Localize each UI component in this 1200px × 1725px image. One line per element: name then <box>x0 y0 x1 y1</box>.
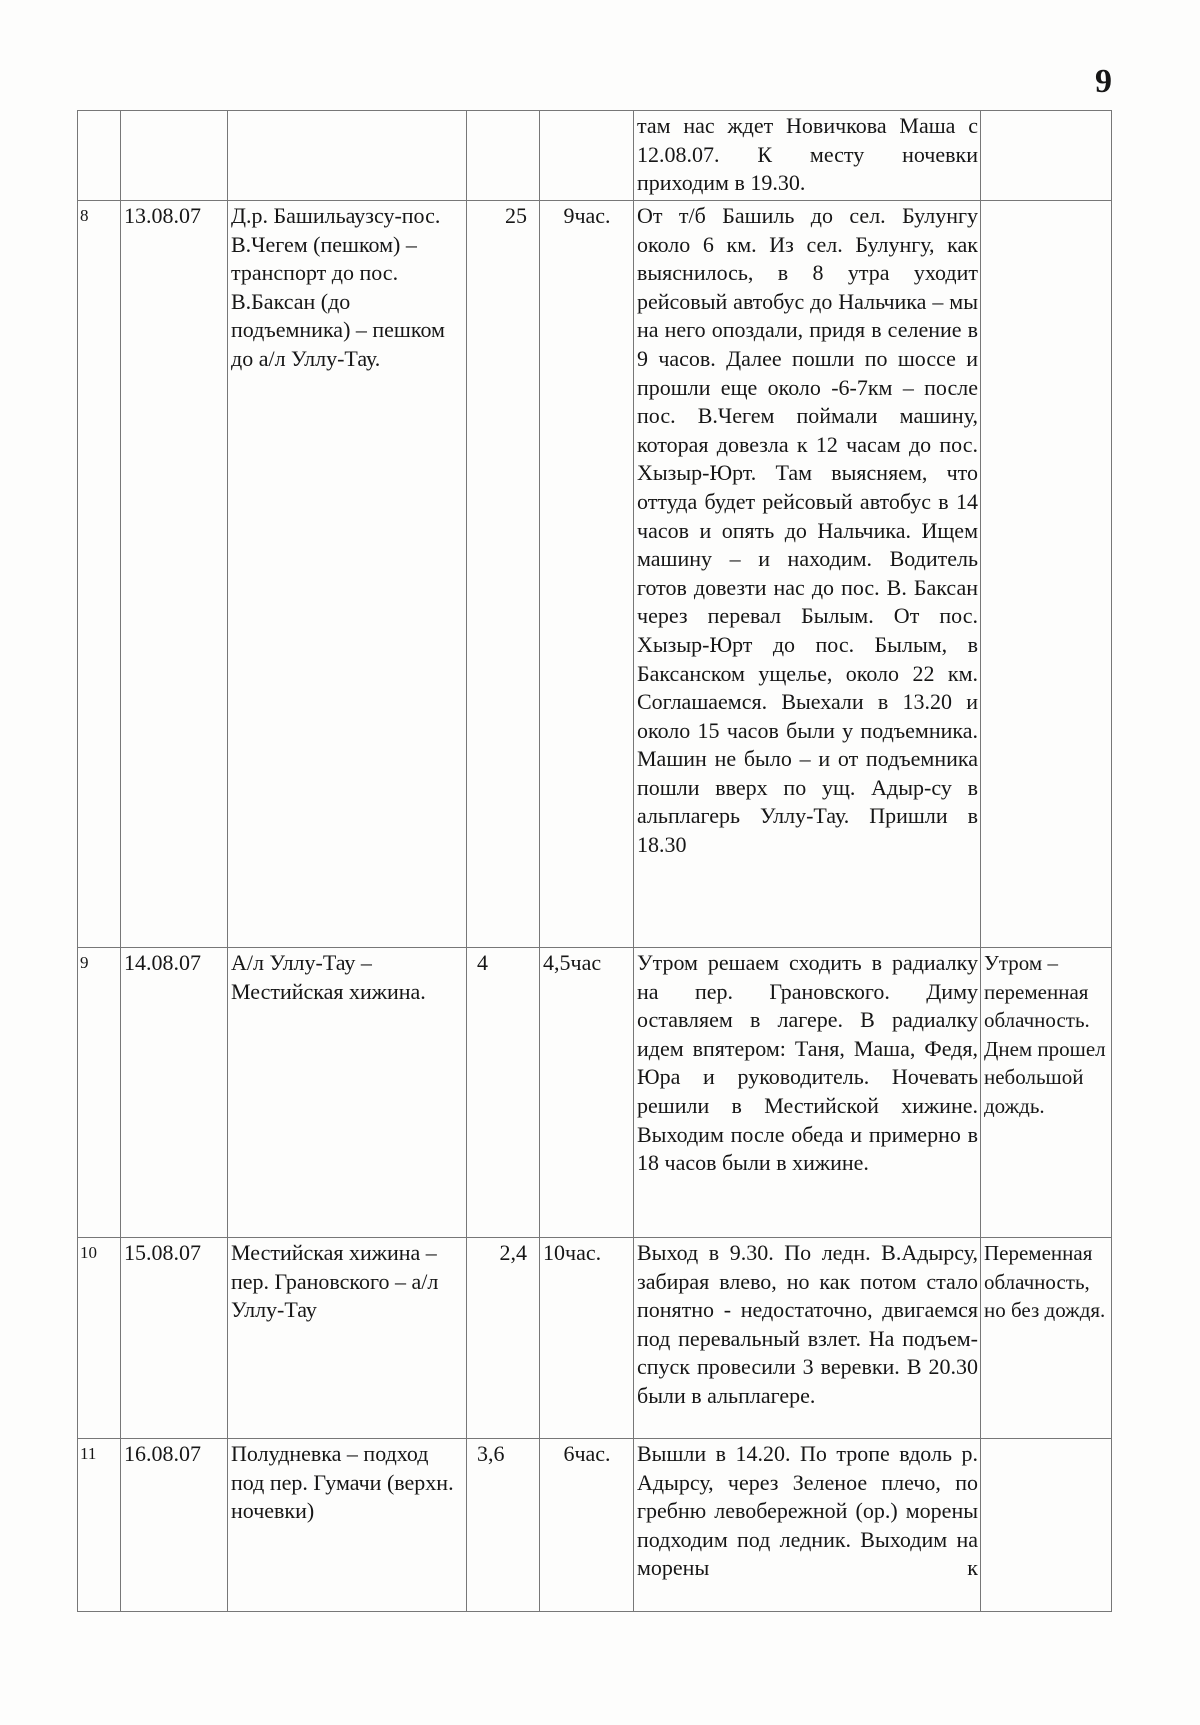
table-row <box>78 111 1112 201</box>
table-row <box>78 201 1112 948</box>
table-row <box>78 948 1112 1238</box>
weather-cell <box>981 111 1112 201</box>
route-cell: Полудневка – подход под пер. Гумачи (верхн. ночевки) <box>228 1439 467 1612</box>
route-cell: А/л Уллу-Тау – Местийская хижина. <box>228 948 467 1238</box>
duration-cell: 4,5час <box>540 948 634 1238</box>
weather-cell <box>981 201 1112 948</box>
date-cell: 16.08.07 <box>121 1439 228 1612</box>
description-cell: Выход в 9.30. По ледн. В.Адырсу, забирая влево, но как потом стало понятно - недостаточно, двигаемся под перевальный взлет. На подъем-спуск провесили 3 веревки. В 20.30 были в альплагере. <box>634 1238 981 1439</box>
duration-cell: 6час. <box>540 1439 634 1612</box>
route-cell: Местийская хижина – пер. Грановского – а/л Уллу-Тау <box>228 1238 467 1439</box>
date-cell: 14.08.07 <box>121 948 228 1238</box>
page-number: 9 <box>1095 63 1112 100</box>
distance-cell: 2,4 <box>467 1238 540 1439</box>
date-cell: 13.08.07 <box>121 201 228 948</box>
route-cell: Д.р. Башильаузсу-пос. В.Чегем (пешком) – транспорт до пос. В.Баксан (до подъемника) – пешком до а/л Уллу-Тау. <box>228 201 467 948</box>
route-log-table <box>77 110 1112 1612</box>
distance-cell: 25 <box>467 201 540 948</box>
duration-cell <box>540 111 634 201</box>
day-number-cell <box>78 111 121 201</box>
date-cell <box>121 111 228 201</box>
weather-cell: Утром – переменная облачность. Днем прошел небольшой дождь. <box>981 948 1112 1238</box>
date-cell: 15.08.07 <box>121 1238 228 1439</box>
description-cell: Утром решаем сходить в радиалку на пер. Грановского. Диму оставляем в лагере. В радиалку идем впятером: Таня, Маша, Федя, Юра и руководитель. Ночевать решили в Местийской хижине. Выходим после обеда и примерно в 18 часов были в хижине. <box>634 948 981 1238</box>
distance-cell: 3,6 <box>467 1439 540 1612</box>
distance-cell: 4 <box>467 948 540 1238</box>
weather-cell <box>981 1439 1112 1612</box>
duration-cell: 9час. <box>540 201 634 948</box>
day-number-cell: 11 <box>78 1439 121 1612</box>
description-cell: Вышли в 14.20. По тропе вдоль р. Адырсу, через Зеленое плечо, по гребню левобережной (ор.) морены подходим под ледник. Выходим на морены к <box>634 1439 981 1612</box>
distance-cell <box>467 111 540 201</box>
description-cell: там нас ждет Новичкова Маша с 12.08.07. К месту ночевки приходим в 19.30. <box>634 111 981 201</box>
day-number-cell: 8 <box>78 201 121 948</box>
weather-cell: Переменная облачность, но без дождя. <box>981 1238 1112 1439</box>
table-row <box>78 1439 1112 1612</box>
description-cell: От т/б Башиль до сел. Булунгу около 6 км. Из сел. Булунгу, как выяснилось, в 8 утра уходит рейсовый автобус до Нальчика – мы на него опоздали, придя в селение в 9 часов. Далее пошли по шоссе и прошли еще около -6-7км – после пос. В.Чегем поймали машину, которая довезла к 12 часам до пос. Хызыр-Юрт. Там выясняем, что оттуда будет рейсовый автобус в 14 часов и опять до Нальчика. Ищем машину – и находим. Водитель готов довезти нас до пос. В. Баксан через перевал Былым. От пос. Хызыр-Юрт до пос. Былым, в Баксанском ущелье, около 22 км. Соглашаемся. Выехали в 13.20 и около 15 часов были у подъемника. Машин не было – и от подъемника пошли вверх по ущ. Адыр-су в альплагерь Уллу-Тау. Пришли в 18.30 <box>634 201 981 948</box>
day-number-cell: 9 <box>78 948 121 1238</box>
table-row <box>78 1238 1112 1439</box>
day-number-cell: 10 <box>78 1238 121 1439</box>
route-cell <box>228 111 467 201</box>
duration-cell: 10час. <box>540 1238 634 1439</box>
